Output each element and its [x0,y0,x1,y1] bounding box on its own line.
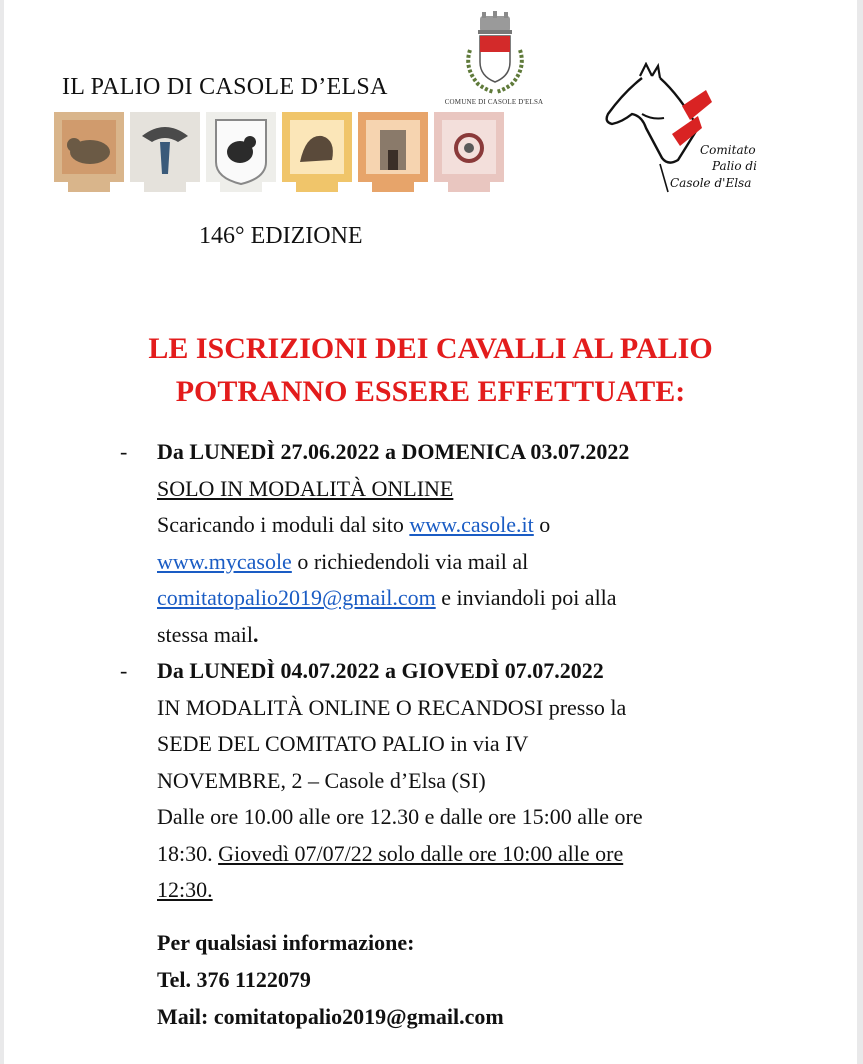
contact-phone: Tel. 376 1122079 [157,967,311,992]
description-text: Scaricando i moduli dal sito [157,512,410,537]
crest-caption: COMUNE DI CASOLE D'ELSA [444,98,544,106]
list-dash: - [120,439,128,464]
period-description-line-2 [157,544,857,581]
logo-line-1: Comitato [700,143,756,157]
period-dates: Da LUNEDÌ 04.07.2022 a GIOVEDÌ 07.07.2022 [157,658,604,683]
registration-headline [4,327,857,413]
wolf-banner-icon [54,112,124,192]
logo-line-3: Casole d'Elsa [670,176,752,190]
period-mode-line [157,690,857,727]
municipal-crest-icon [456,10,534,110]
period-item-online [4,434,857,653]
period-description-line-3 [157,580,857,617]
eagle-banner-icon [130,112,200,192]
opening-hours-line-2 [157,836,857,873]
logo-line-2: Palio di [712,159,757,173]
description-text: stessa mail [157,621,253,647]
registration-periods [4,434,857,909]
description-text: 18:30. [157,840,219,866]
period-mode: SOLO IN MODALITÀ ONLINE [157,475,454,501]
description-text: presso la [543,694,627,720]
notice-sheet [4,0,857,1064]
period-mode: IN MODALITÀ ONLINE O RECANDOSI [157,694,544,720]
period-item-in-person [4,653,857,909]
description-text: e inviandoli poi alla [435,585,617,610]
list-dash: - [120,658,128,683]
contact-email: Mail: comitatopalio2019@gmail.com [157,1004,504,1029]
period-dates: Da LUNEDÌ 27.06.2022 a DOMENICA 03.07.2022 [157,439,630,464]
mycasole-link[interactable]: www.mycasole [157,548,292,574]
edition-label: 146° EDIZIONE [199,223,363,249]
thursday-hours-note: 12:30. [157,877,213,902]
opening-hours-line-3 [157,872,857,909]
knot-banner-icon [434,112,504,192]
description-period: . [252,621,259,647]
lion-banner-icon [282,112,352,192]
bird-banner-icon [206,112,276,192]
casole-website-link[interactable]: www.casole.it [409,512,534,537]
opening-hours-line: Dalle ore 10.00 alle ore 12.30 e dalle ore 15:00 alle ore [157,804,643,829]
tower-banner-icon [358,112,428,192]
committee-email-link[interactable]: comitatopalio2019@gmail.com [157,585,436,610]
period-description-line-4 [157,617,857,654]
thursday-hours-note: Giovedì 07/07/22 solo dalle ore 10:00 alle ore [218,840,624,866]
palio-title: IL PALIO DI CASOLE D’ELSA [62,74,388,100]
headline-line-1: LE ISCRIZIONI DEI CAVALLI AL PALIO [148,332,713,365]
period-description-line-1 [157,507,857,544]
office-address-line-2: NOVEMBRE, 2 – Casole d’Elsa (SI) [157,767,486,793]
description-text: o [533,512,551,537]
contact-info [157,924,504,1035]
headline-line-2: POTRANNO ESSERE EFFETTUATE: [175,375,686,408]
contact-heading: Per qualsiasi informazione: [157,930,415,955]
description-text: o richiedendoli via mail al [291,548,529,574]
office-address-line-1: SEDE DEL COMITATO PALIO in via IV [157,731,529,756]
